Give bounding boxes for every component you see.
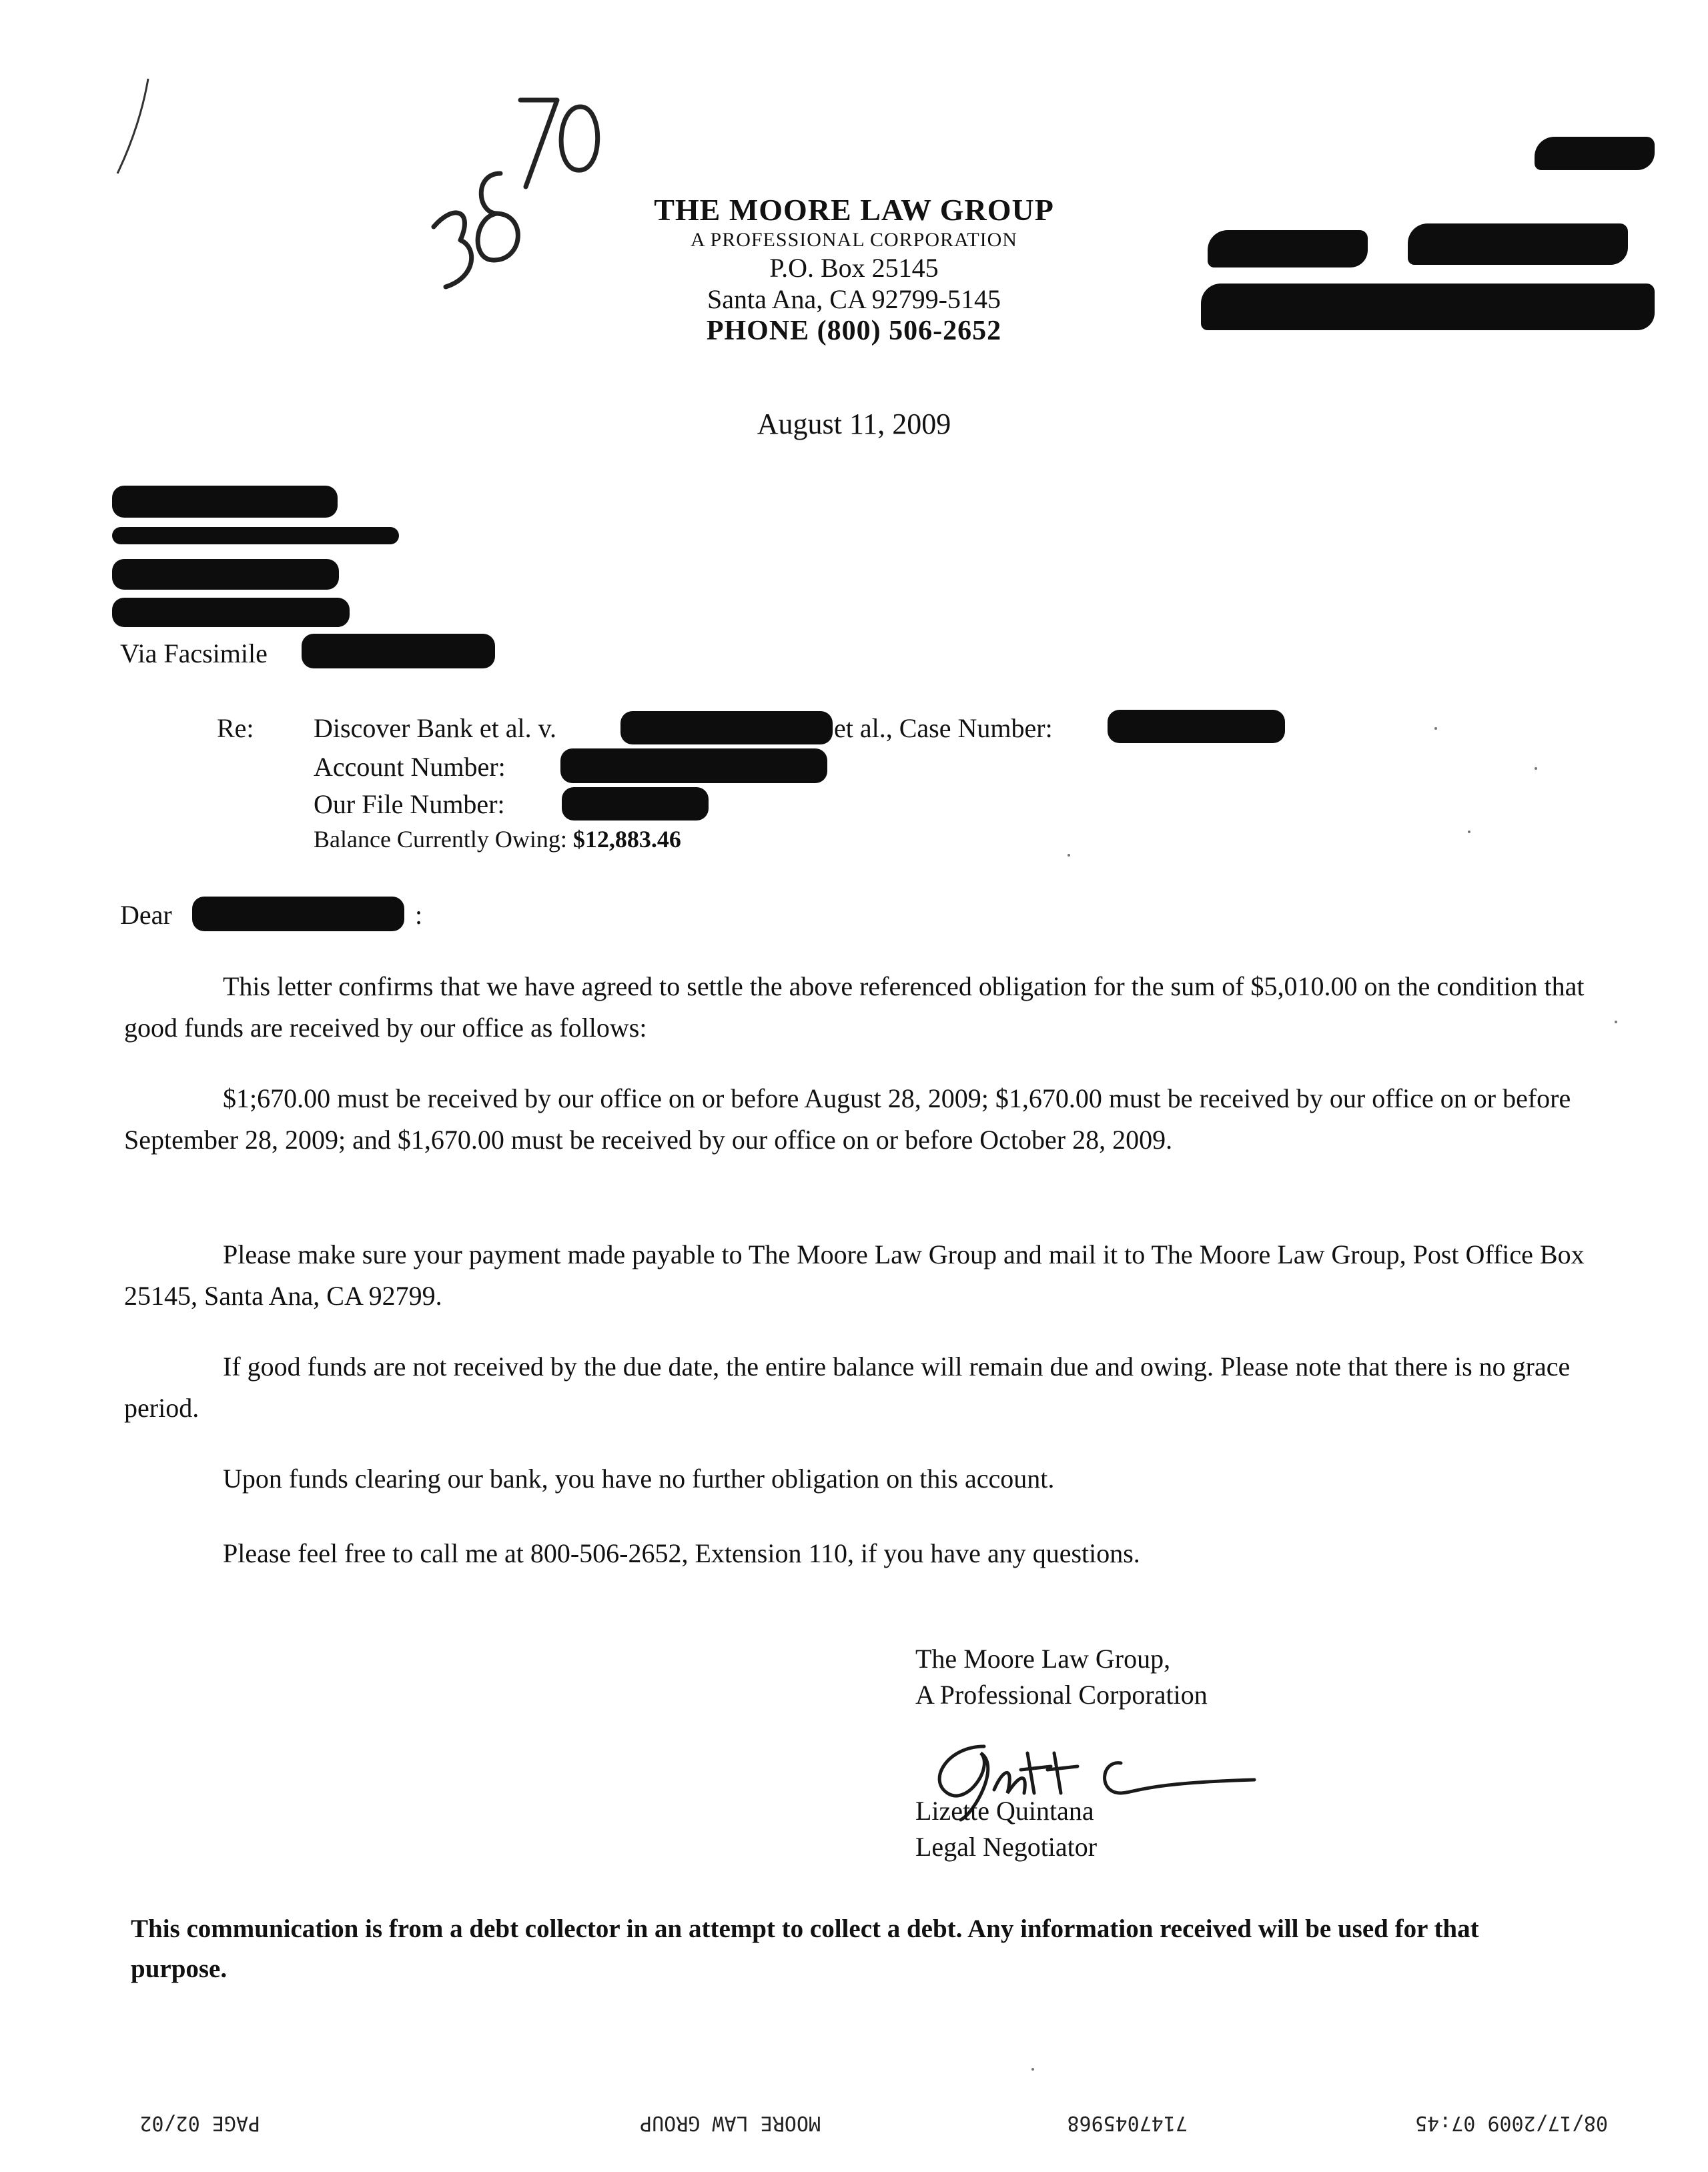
redacted-recipient-line-2 [112, 527, 399, 544]
re-balance-label: Balance Currently Owing: [314, 826, 567, 853]
body-paragraph-2: $1;670.00 must be received by our office on or before August 28, 2009; $1,670.00 must be received by our office on or before September 28, 2009; and $1,670.00 must be received by our office on or before October 28, 2009. [124, 1083, 1571, 1155]
signer-block [915, 1793, 1097, 1865]
closing-firm: The Moore Law Group, [915, 1644, 1171, 1674]
re-case-middle: et al., Case Number: [834, 713, 1053, 743]
closing-corporation: A Professional Corporation [915, 1680, 1208, 1710]
salutation-suffix: : [415, 900, 423, 930]
re-balance-value: $12,883.46 [572, 826, 681, 853]
scan-speck [1068, 854, 1070, 857]
redacted-header-line-1 [1535, 137, 1655, 170]
re-balance-line [314, 827, 681, 851]
fax-sender: MOORE LAW GROUP [640, 2111, 821, 2135]
redacted-fax-number [302, 634, 495, 668]
firm-name: THE MOORE LAW GROUP [654, 193, 1054, 227]
body-paragraph-1: This letter confirms that we have agreed to settle the above referenced obligation for the sum of $5,010.00 on the condition that good funds are received by our office as follows: [124, 971, 1585, 1043]
fax-number: 7147045968 [1067, 2111, 1188, 2135]
redacted-account-number [560, 748, 827, 783]
redacted-recipient-line-3 [112, 559, 339, 590]
scan-speck [1468, 831, 1470, 833]
body-paragraph-3: Please make sure your payment made payable to The Moore Law Group and mail it to The Moore Law Group, Post Office Box 25145, Santa Ana, CA 92799. [124, 1239, 1585, 1311]
redacted-defendant [620, 711, 833, 744]
via-label: Via Facsimile [120, 638, 268, 668]
re-label: Re: [217, 713, 254, 743]
firm-phone: PHONE (800) 506-2652 [706, 316, 1002, 347]
redacted-file-number [562, 787, 709, 821]
debt-collector-disclaimer: This communication is from a debt collector in an attempt to collect a debt. Any information received will be used for that purpose. [131, 1915, 1479, 1983]
signer-name: Lizette Quintana [915, 1796, 1094, 1826]
re-file-label: Our File Number: [314, 789, 505, 819]
closing-block [915, 1641, 1208, 1713]
re-account-label: Account Number: [314, 752, 506, 782]
body-paragraph-5: Upon funds clearing our bank, you have no further obligation on this account. [223, 1464, 1055, 1494]
firm-po-box: P.O. Box 25145 [769, 252, 939, 283]
firm-city: Santa Ana, CA 92799-5145 [707, 284, 1001, 314]
redacted-header-line-2b [1408, 223, 1628, 265]
letter-date: August 11, 2009 [757, 408, 951, 440]
redacted-case-number [1108, 710, 1285, 743]
redacted-recipient-line-4 [112, 598, 350, 627]
pen-mark [107, 73, 160, 180]
body-paragraph-6: Please feel free to call me at 800-506-2652, Extension 110, if you have any questions. [223, 1538, 1140, 1568]
redacted-header-line-3 [1201, 284, 1655, 330]
signer-title: Legal Negotiator [915, 1832, 1098, 1862]
re-case-prefix: Discover Bank et al. v. [314, 713, 556, 743]
via-line [120, 640, 268, 667]
scan-speck [1434, 727, 1437, 730]
redacted-recipient-salutation [192, 897, 404, 931]
salutation-prefix: Dear [120, 900, 172, 930]
scan-speck [1535, 767, 1537, 770]
body-paragraph-4: If good funds are not received by the due date, the entire balance will remain due and owing. Please note that there is no grace period. [124, 1351, 1571, 1423]
fax-timestamp: 08/17/2009 07:45 [1415, 2111, 1608, 2135]
scan-speck [1031, 2068, 1034, 2071]
fax-page: PAGE 02/02 [139, 2111, 260, 2135]
redacted-header-line-2a [1208, 230, 1368, 267]
redacted-recipient-name [112, 486, 338, 518]
firm-corporation: A PROFESSIONAL CORPORATION [691, 229, 1017, 251]
scan-speck [1615, 1021, 1617, 1023]
fax-header-strip [0, 2101, 1708, 2141]
